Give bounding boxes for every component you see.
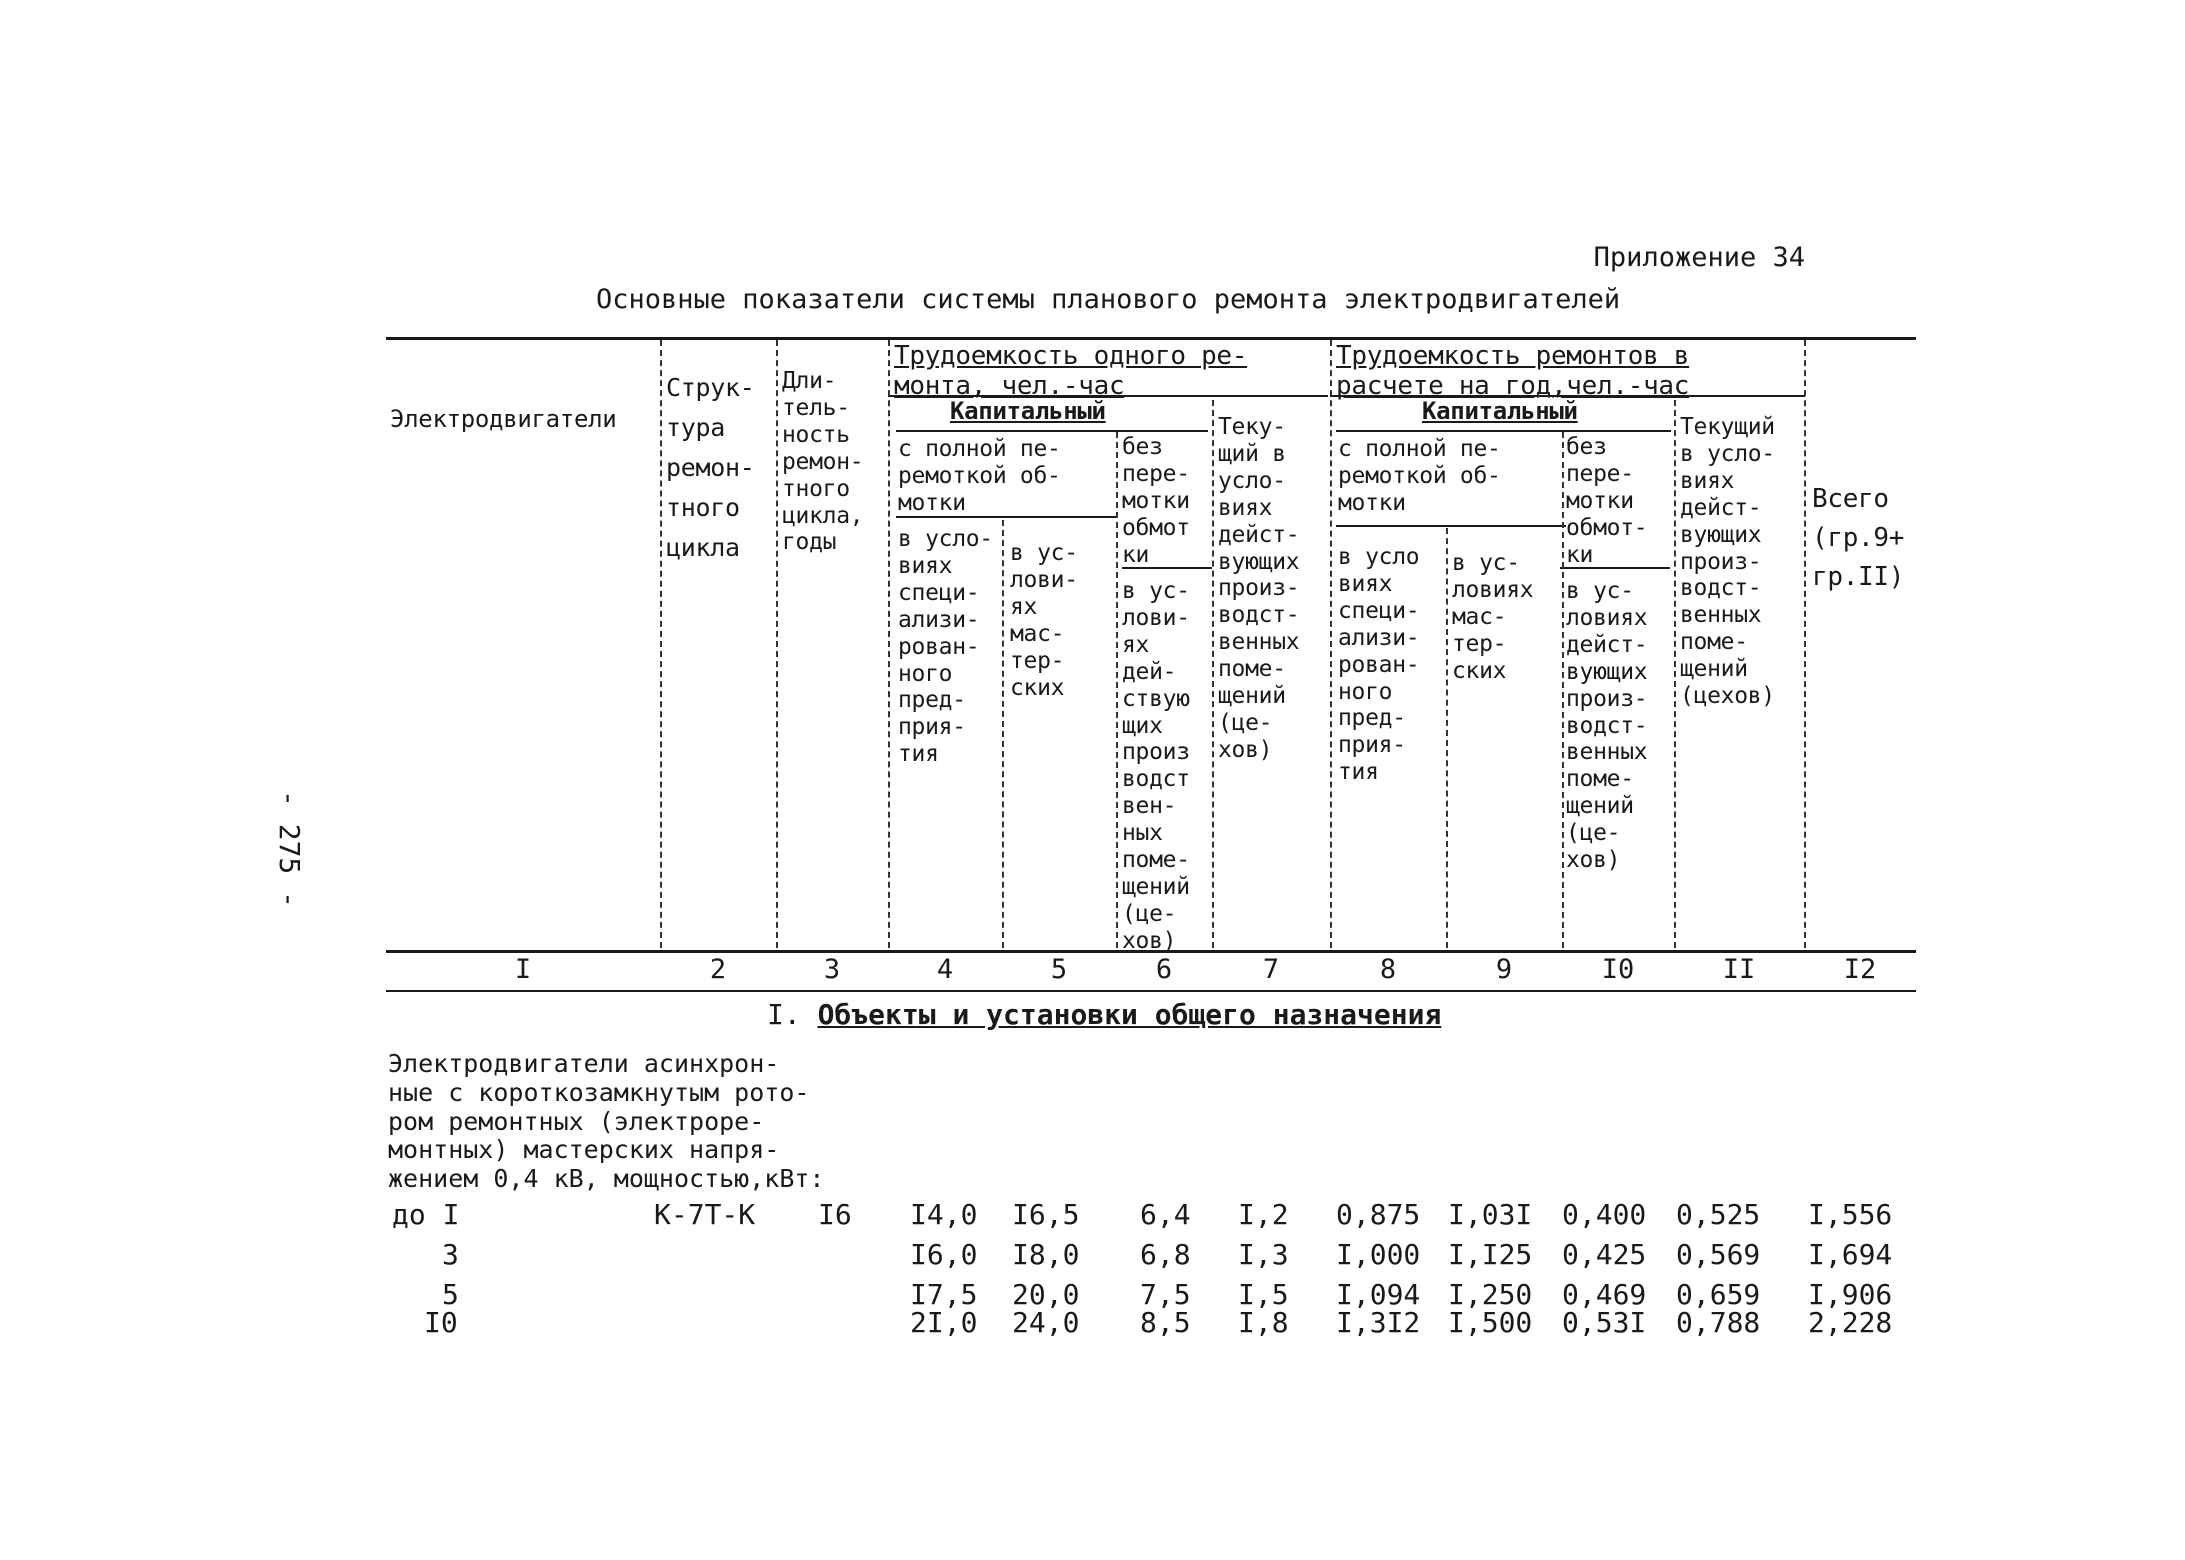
column-number-5: 5 <box>1050 954 1068 985</box>
cell-col5: I8,0 <box>1012 1238 1080 1271</box>
cell-duration: I6 <box>818 1198 852 1231</box>
cell-col6: 8,5 <box>1140 1306 1191 1339</box>
cell-col6: 6,4 <box>1140 1198 1191 1231</box>
header-col8: в усло виях специ- ализи- рован- ного пред- прия- тия <box>1338 544 1420 786</box>
full-rewind-rule-right <box>1336 525 1566 527</box>
column-number-12: I2 <box>1843 954 1877 985</box>
cell-col4: I4,0 <box>910 1198 978 1231</box>
header-no-rewind-left: без пере- мотки обмот ки <box>1122 434 1190 568</box>
column-number-2: 2 <box>709 954 727 985</box>
cell-col8: I,094 <box>1336 1278 1421 1311</box>
cell-col6: 7,5 <box>1140 1278 1191 1311</box>
page-number: - 275 - <box>273 790 306 909</box>
col-separator-9 <box>1562 432 1564 948</box>
cell-power: 3 <box>442 1238 459 1271</box>
header-annual-group: Трудоемкость ремонтов в расчете на год,чел.-час <box>1336 341 1690 402</box>
cell-col9: I,500 <box>1448 1306 1533 1339</box>
table-row <box>0 1306 2185 1346</box>
col-separator-5 <box>1116 432 1118 948</box>
document-title: Основные показатели системы планового ремонта электродвигателей <box>596 284 1621 315</box>
header-col11: Текущий в усло- виях дейст- вующих произ- водст- венных поме- щений (цехов) <box>1680 414 1775 710</box>
column-number-10: I0 <box>1601 954 1635 985</box>
col-separator-1 <box>660 340 662 948</box>
cell-power: до I <box>392 1198 460 1231</box>
header-full-rewind-right: с полной пе- ремоткой об- мотки <box>1338 436 1501 516</box>
column-number-4: 4 <box>936 954 954 985</box>
header-capital-left: Капитальный <box>950 397 1106 425</box>
cell-col9: I,03I <box>1448 1198 1533 1231</box>
col-separator-4 <box>1002 520 1004 948</box>
cell-col5: 24,0 <box>1012 1306 1080 1339</box>
col-separator-6 <box>1212 400 1214 948</box>
cell-col11: 0,525 <box>1676 1198 1761 1231</box>
column-number-7: 7 <box>1262 954 1280 985</box>
col-separator-11 <box>1804 340 1806 948</box>
cell-col8: 0,875 <box>1336 1198 1421 1231</box>
section-title <box>767 998 1441 1031</box>
cell-power: 5 <box>442 1278 459 1311</box>
col-separator-2 <box>776 340 778 948</box>
column-number-1: I <box>514 954 532 985</box>
cell-col7: I,5 <box>1238 1278 1289 1311</box>
appendix-label: Приложение 34 <box>1593 242 1805 273</box>
cell-col12: I,556 <box>1808 1198 1893 1231</box>
header-col5: в ус- лови- ях мас- тер- ских <box>1010 540 1078 701</box>
cell-col6: 6,8 <box>1140 1238 1191 1271</box>
column-number-6: 6 <box>1155 954 1173 985</box>
header-col9: в ус- ловиях мас- тер- ских <box>1452 550 1534 684</box>
header-cycle-structure: Струк- тура ремон- тного цикла <box>666 373 755 562</box>
col-separator-10 <box>1674 400 1676 948</box>
cell-col10: 0,53I <box>1562 1306 1647 1339</box>
header-full-rewind-left: с полной пе- ремоткой об- мотки <box>898 436 1061 516</box>
row-group-description: Электродвигатели асинхрон- ные с короткозамкнутым рото- ром ремонтных (электроре- монтных) мастерских напря- жением 0,4 кВ, мощностью,кВт: <box>388 1049 825 1193</box>
cell-col4: I7,5 <box>910 1278 978 1311</box>
column-number-9: 9 <box>1495 954 1513 985</box>
cell-col7: I,2 <box>1238 1198 1289 1231</box>
cell-col4: 2I,0 <box>910 1306 978 1339</box>
cell-col5: I6,5 <box>1012 1198 1080 1231</box>
cell-power: I0 <box>424 1306 458 1339</box>
header-cycle-duration: Дли- тель- ность ремон- тного цикла, годы <box>782 368 864 556</box>
col-separator-3 <box>888 340 890 948</box>
cell-col11: 0,788 <box>1676 1306 1761 1339</box>
cell-col9: I,250 <box>1448 1278 1533 1311</box>
col-separator-7 <box>1330 340 1332 948</box>
header-motors: Электродвигатели <box>390 405 617 433</box>
column-number-3: 3 <box>823 954 841 985</box>
header-no-rewind-right: без пере- мотки обмот- ки <box>1566 434 1648 568</box>
table-row <box>0 1198 2185 1238</box>
cell-col12: I,906 <box>1808 1278 1893 1311</box>
table-row <box>0 1238 2185 1278</box>
cell-col8: I,3I2 <box>1336 1306 1421 1339</box>
cell-col11: 0,659 <box>1676 1278 1761 1311</box>
cell-col9: I,I25 <box>1448 1238 1533 1271</box>
cell-col10: 0,469 <box>1562 1278 1647 1311</box>
cell-col7: I,3 <box>1238 1238 1289 1271</box>
column-number-8: 8 <box>1379 954 1397 985</box>
header-col10: в ус- ловиях дейст- вующих произ- водст- венных поме- щений (це- хов) <box>1566 578 1648 874</box>
header-current-one-repair: Теку- щий в усло- виях дейст- вующих произ- водст- венных поме- щений (це- хов) <box>1218 414 1300 763</box>
capital-sub-rule-left <box>896 430 1208 432</box>
column-number-rule <box>386 990 1916 992</box>
header-col6: в ус- лови- ях дей- ствую щих произ водст вен- ных поме- щений (це- хов) <box>1122 578 1190 954</box>
table-top-rule <box>386 337 1916 340</box>
cell-col10: 0,400 <box>1562 1198 1647 1231</box>
header-col4: в усло- виях специ- ализи- рован- ного пред- прия- тия <box>898 526 993 768</box>
cell-col5: 20,0 <box>1012 1278 1080 1311</box>
column-number-11: II <box>1722 954 1756 985</box>
capital-sub-rule-right <box>1336 430 1671 432</box>
cell-col10: 0,425 <box>1562 1238 1647 1271</box>
header-col12-total: Всего (гр.9+ гр.II) <box>1812 484 1905 592</box>
cell-structure: К-7Т-К <box>654 1198 756 1231</box>
col-separator-8 <box>1446 528 1448 948</box>
header-capital-right: Капитальный <box>1422 397 1578 425</box>
cell-col12: I,694 <box>1808 1238 1893 1271</box>
section-name: Объекты и установки общего назначения <box>817 998 1442 1031</box>
cell-col8: I,000 <box>1336 1238 1421 1271</box>
cell-col11: 0,569 <box>1676 1238 1761 1271</box>
cell-col4: I6,0 <box>910 1238 978 1271</box>
section-number: I. <box>767 998 801 1031</box>
cell-col7: I,8 <box>1238 1306 1289 1339</box>
header-one-repair-group: Трудоемкость одного ре- монта, чел.-час <box>894 341 1248 402</box>
cell-col12: 2,228 <box>1808 1306 1893 1339</box>
